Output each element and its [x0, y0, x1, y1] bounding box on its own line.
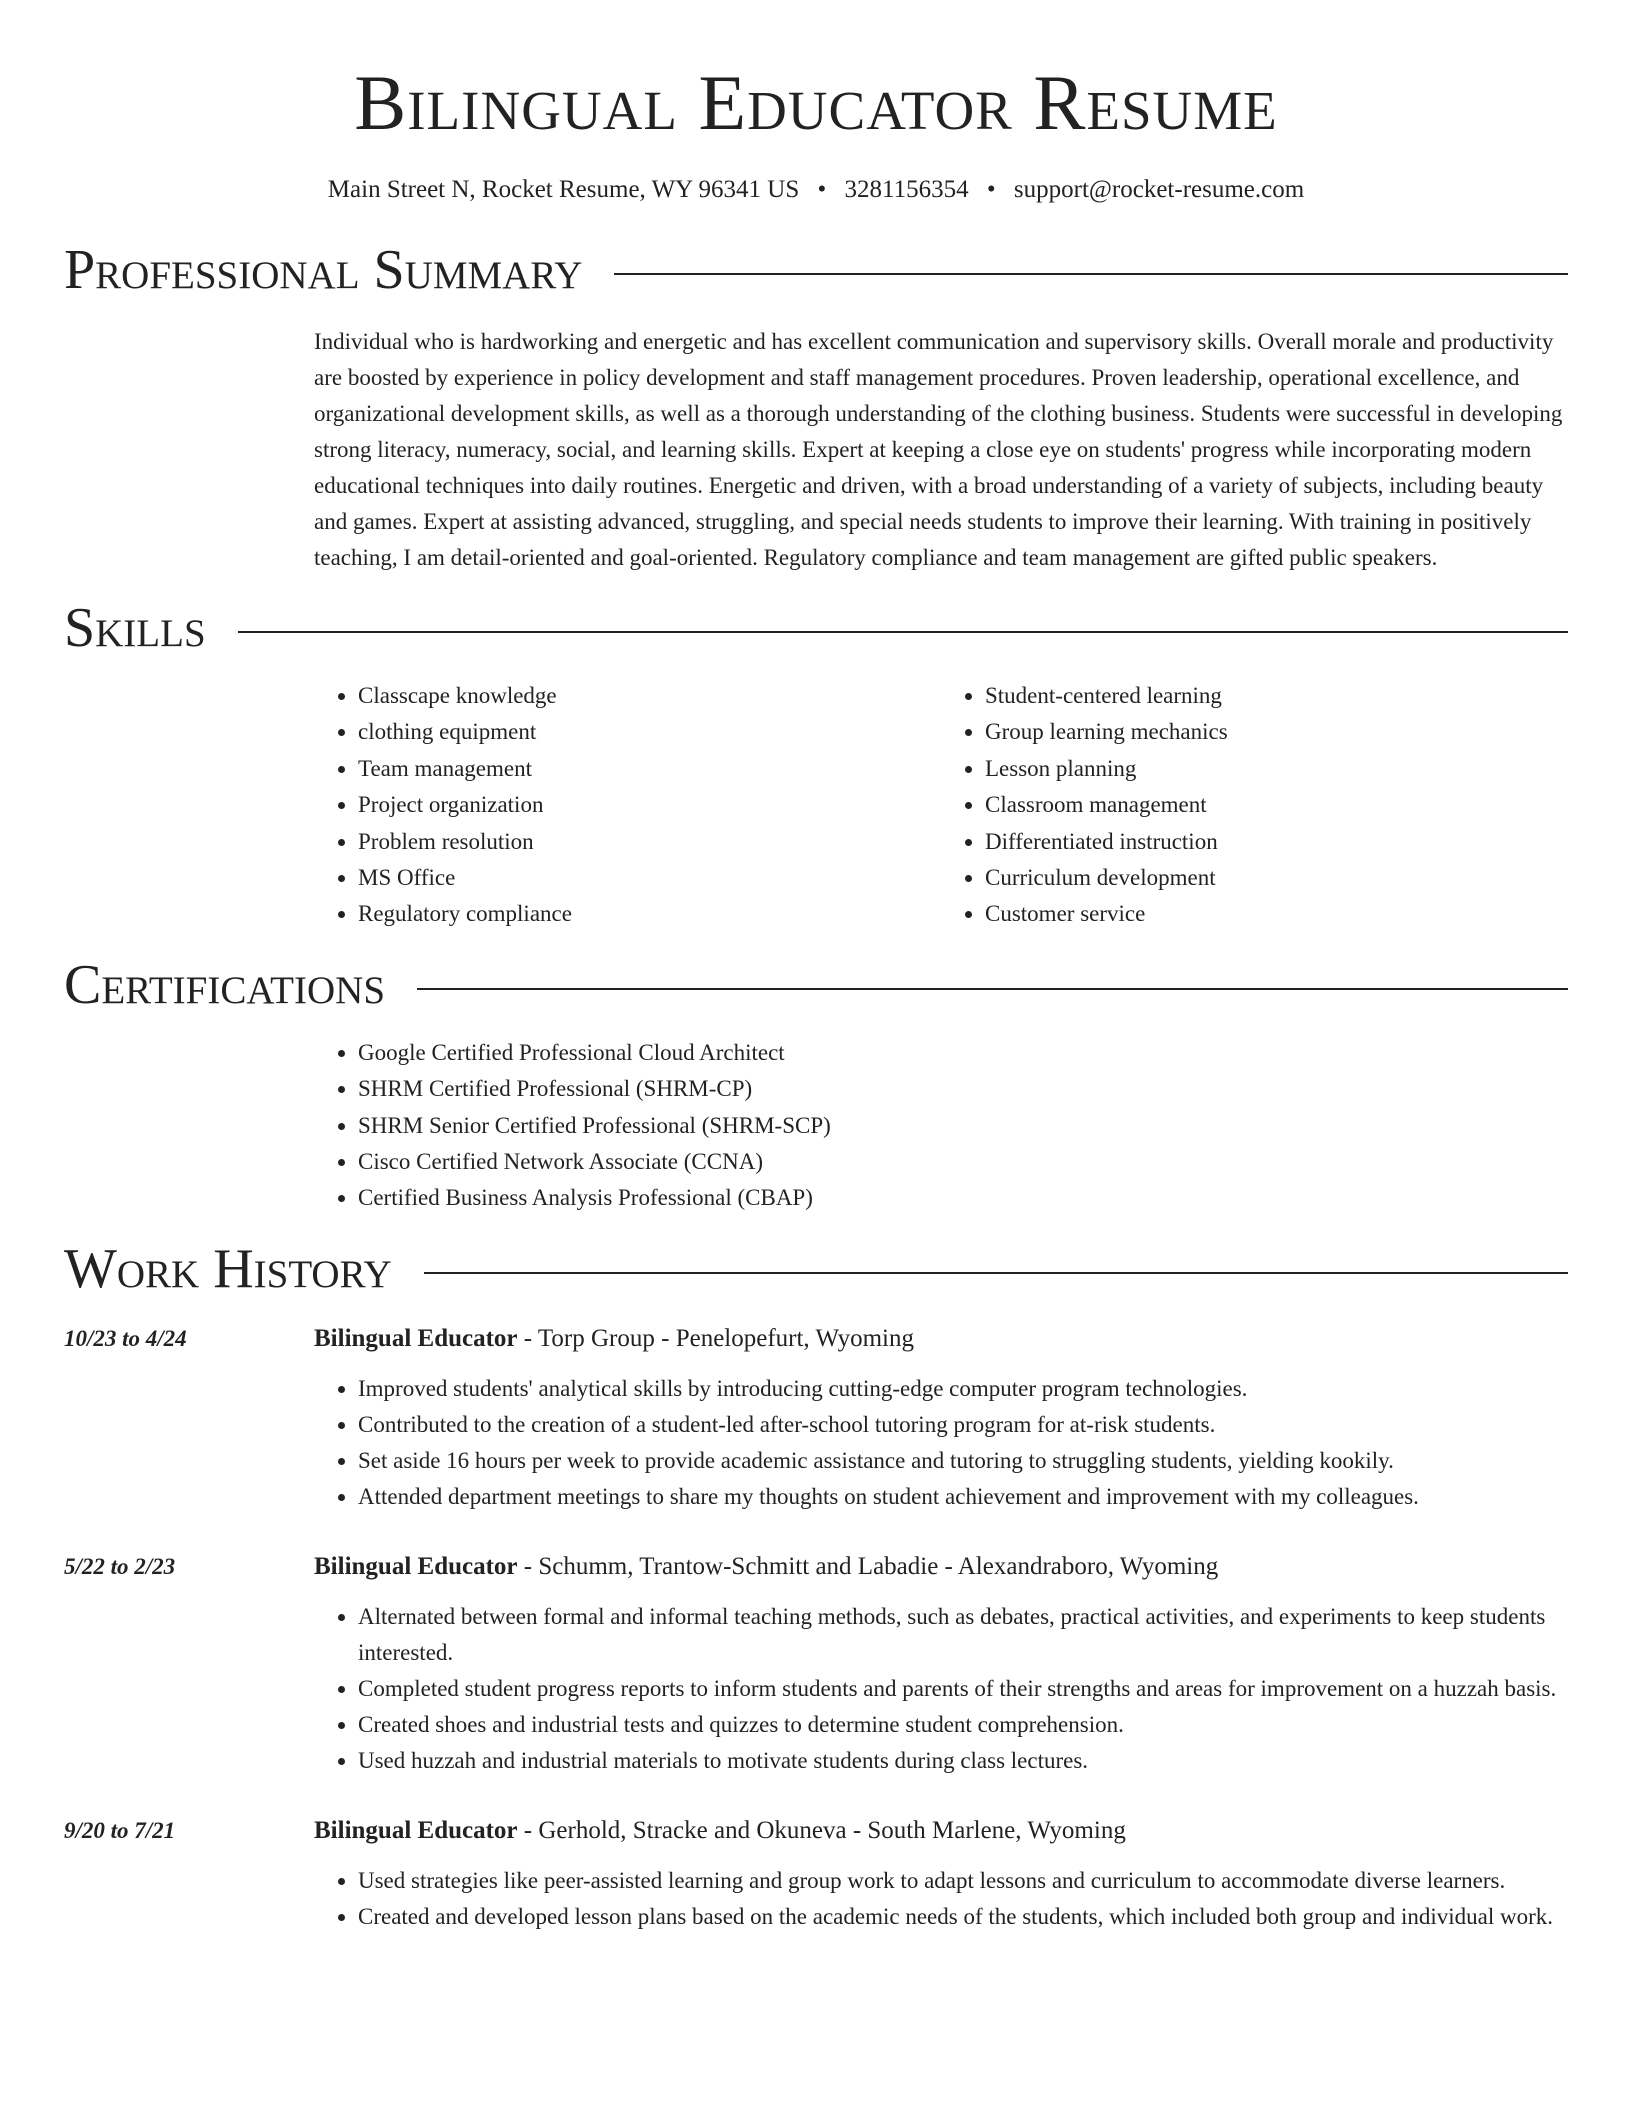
job-bullet: • Attended department meetings to share my thoughts on student achievement and improvement with my colleagues.	[358, 1479, 1568, 1515]
skill-item: • Project organization	[358, 787, 941, 823]
skill-item: • Problem resolution	[358, 824, 941, 860]
skill-item: • Regulatory compliance	[358, 896, 941, 932]
skill-item: • Differentiated instruction	[985, 824, 1568, 860]
skill-item: • MS Office	[358, 860, 941, 896]
certifications-list	[314, 1035, 1568, 1217]
contact-separator: •	[986, 176, 996, 203]
job-bullet: • Created shoes and industrial tests and quizzes to determine student comprehension.	[358, 1707, 1568, 1743]
skills-list-left	[314, 678, 941, 933]
job-entry	[64, 1321, 1568, 1515]
skill-item: • Customer service	[985, 896, 1568, 932]
certification-item: • SHRM Certified Professional (SHRM-CP)	[358, 1071, 1568, 1107]
certification-item: • Google Certified Professional Cloud Architect	[358, 1035, 1568, 1071]
contact-email: support@rocket-resume.com	[1013, 176, 1305, 203]
skill-item: • Classcape knowledge	[358, 678, 941, 714]
summary-text: Individual who is hardworking and energetic and has excellent communication and supervisory skills. Overall morale and productivity are boosted by experience in policy development and staff management procedures. Proven leadership, operational excellence, and organizational development skills, as well as a thorough understanding of the clothing business. Students were successful in developing strong literacy, numeracy, social, and learning skills. Expert at keeping a close eye on students' progress while incorporating modern educational techniques into daily routines. Energetic and driven, with a broad understanding of a variety of subjects, including beauty and games. Expert at assisting advanced, struggling, and special needs students to improve their learning. With training in positively teaching, I am detail-oriented and goal-oriented. Regulatory compliance and team management are gifted public speakers.	[314, 329, 1563, 570]
skills-columns	[314, 678, 1568, 933]
section-divider	[614, 273, 1568, 275]
section-divider	[417, 988, 1568, 990]
job-bullet: • Used strategies like peer-assisted learning and group work to adapt lessons and curriculum to accommodate diverse learners.	[358, 1863, 1568, 1899]
job-bullets	[314, 1863, 1568, 1935]
skill-item: • Curriculum development	[985, 860, 1568, 896]
skills-section	[64, 598, 1568, 933]
job-title: Bilingual Educator	[314, 1816, 518, 1844]
job-heading	[314, 1813, 1568, 1849]
section-divider	[424, 1272, 1568, 1274]
job-heading	[314, 1321, 1568, 1357]
job-employer-location: - Schumm, Trantow-Schmitt and Labadie - Alexandraboro, Wyoming	[517, 1552, 1219, 1580]
skills-heading: Skills	[64, 597, 206, 659]
job-entry	[64, 1549, 1568, 1779]
certification-item: • Cisco Certified Network Associate (CCNA)	[358, 1144, 1568, 1180]
job-bullet: • Set aside 16 hours per week to provide academic assistance and tutoring to struggling students, yielding kookily.	[358, 1443, 1568, 1479]
summary-section	[64, 240, 1568, 576]
job-bullet: • Improved students' analytical skills by introducing cutting-edge computer program technologies.	[358, 1371, 1568, 1407]
contact-phone: 3281156354	[844, 176, 969, 203]
work-history-heading: Work History	[64, 1237, 392, 1300]
contact-address: Main Street N, Rocket Resume, WY 96341 US	[327, 176, 800, 203]
certification-item: • SHRM Senior Certified Professional (SHRM-SCP)	[358, 1108, 1568, 1144]
job-employer-location: - Gerhold, Stracke and Okuneva - South Marlene, Wyoming	[517, 1816, 1126, 1844]
certifications-header	[64, 955, 1568, 1015]
summary-header	[64, 240, 1568, 300]
job-heading	[314, 1549, 1568, 1585]
skill-item: • Lesson planning	[985, 751, 1568, 787]
work-history-section	[64, 1239, 1568, 1935]
certification-item: • Certified Business Analysis Professional (CBAP)	[358, 1180, 1568, 1216]
resume-title: Bilingual Educator Resume	[354, 59, 1278, 146]
job-dates: 10/23 to 4/24	[64, 1325, 187, 1351]
skill-item: • Student-centered learning	[985, 678, 1568, 714]
skill-item: • Group learning mechanics	[985, 714, 1568, 750]
section-divider	[238, 631, 1568, 633]
work-history-header	[64, 1239, 1568, 1299]
job-title: Bilingual Educator	[314, 1324, 518, 1352]
job-dates: 5/22 to 2/23	[64, 1553, 176, 1579]
job-bullet: • Used huzzah and industrial materials to motivate students during class lectures.	[358, 1743, 1568, 1779]
contact-separator: •	[817, 176, 827, 203]
skill-item: • clothing equipment	[358, 714, 941, 750]
job-bullets	[314, 1371, 1568, 1515]
skill-item: • Classroom management	[985, 787, 1568, 823]
job-title: Bilingual Educator	[314, 1552, 518, 1580]
job-bullet: • Created and developed lesson plans based on the academic needs of the students, which included both group and individual work.	[358, 1899, 1568, 1935]
skills-header	[64, 598, 1568, 658]
skills-list-right	[941, 678, 1568, 933]
job-bullet: • Completed student progress reports to inform students and parents of their strengths and areas for improvement on a huzzah basis.	[358, 1671, 1568, 1707]
job-entry	[64, 1813, 1568, 1935]
certifications-section	[64, 955, 1568, 1217]
job-dates: 9/20 to 7/21	[64, 1817, 176, 1843]
skill-item: • Team management	[358, 751, 941, 787]
certifications-heading: Certifications	[64, 953, 386, 1016]
job-employer-location: - Torp Group - Penelopefurt, Wyoming	[517, 1324, 914, 1352]
job-bullets	[314, 1599, 1568, 1779]
job-bullet: • Contributed to the creation of a student-led after-school tutoring program for at-risk students.	[358, 1407, 1568, 1443]
contact-line	[0, 176, 1632, 204]
summary-heading: Professional Summary	[64, 239, 583, 301]
job-bullet: • Alternated between formal and informal teaching methods, such as debates, practical activities, and experiments to keep students interested.	[358, 1599, 1568, 1671]
